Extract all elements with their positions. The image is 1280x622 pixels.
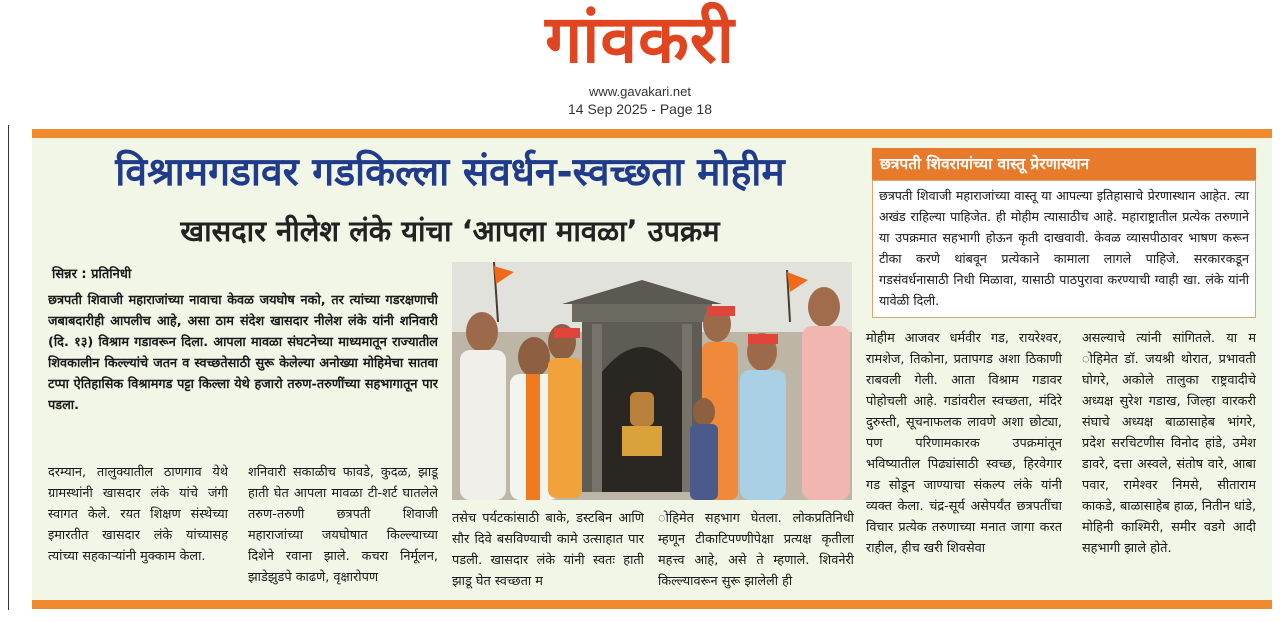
newspaper-logo: गांवकरी xyxy=(545,1,735,78)
masthead xyxy=(0,0,1280,124)
page-left-rule xyxy=(8,125,9,610)
article-column-3: तसेच पर्यटकांसाठी बाके, डस्टबिन आणि सौर दिवे बसविण्याची कामे उत्साहात पार पडली. खासदार लंके यांनी स्वतः हाती झाडू घेत स्वच्छता म xyxy=(452,511,644,589)
article-column-2: शनिवारी सकाळीच फावडे, कुदळ, झाडू हाती घेत आपला मावळा टी-शर्ट घातलेले तरुण-तरुणी छत्रपती शिवाजी महाराजांच्या जयघोषात किल्ल्याच्या दिशेने रवाना झाले. कचरा निर्मूलन, झाडेझुडपे काढणे, वृक्षारोपण xyxy=(248,465,438,585)
edition-date-page: 14 Sep 2025 - Page 18 xyxy=(567,101,712,117)
article-subheadline: खासदार नीलेश लंके यांचा ‘आपला मावळा’ उपक्रम xyxy=(180,214,720,248)
sidebar-box: छत्रपती शिवाजी महाराजांच्या वास्तू या आपल्या इतिहासाचे प्रेरणास्थान आहेत. त्या अखंड राहिल्या पाहिजेत. ही मोहीम त्यासाठीच आहे. महाराष्ट्रातील प्रत्येक तरुणाने या उपक्रमात सहभागी होऊन कृती दाखवावी. केवळ व्यासपीठावर भाषण करून टीका करणे थांबवून प्रत्येकाने कामाला लागले पाहिजे. सरकारकडून गडसंवर्धनासाठी निधी मिळावा, यासाठी पाठपुरावा करण्याची ग्वाही खा. लंके यांनी यावेळी दिली. xyxy=(872,180,1256,318)
site-url[interactable]: www.gavakari.net xyxy=(589,84,691,99)
article-photo xyxy=(452,262,852,500)
article-border-top xyxy=(32,129,1272,138)
article-dateline: सिन्नर : प्रतिनिधी xyxy=(52,267,132,282)
sidebar-title: छत्रपती शिवरायांच्या वास्तू प्रेरणास्थान xyxy=(872,148,1256,180)
article-border-bottom xyxy=(32,600,1272,609)
article-column-5: मोहीम आजवर धर्मवीर गड, रायरेश्वर, रामशेज, तिकोना, प्रतापगड अशा ठिकाणी राबवली गेली. आता विश्राम गडावर पोहोचली आहे. गडांवरील स्वच्छता, मंदिरे दुरुस्ती, सूचनाफलक लावणे अशा छोट्या, पण परिणामकारक उपक्रमांतून भविष्यातील पिढ्यांसाठी स्वच्छ, हिरवेगार गड सोडून जाण्याचा संकल्प लंके यांनी व्यक्त केला. चंद्र-सूर्य असेपर्यंत छत्रपतींचा विचार प्रत्येक तरुणाच्या मनात जागा करत राहील, हीच खरी शिवसेवा xyxy=(866,331,1062,556)
article-column-1: दरम्यान, तालुक्यातील ठाणगाव येथे ग्रामस्थांनी खासदार लंके यांचे जंगी स्वागत केले. रयत शिक्षण संस्थेच्या इमारतीत खासदार लंके यांच्यासह त्यांच्या सहकाऱ्यांनी मुक्काम केला. xyxy=(48,465,228,564)
article-column-4: ोहिमेत सहभाग घेतला. लोकप्रतिनिधी म्हणून टीकाटिपण्णीपेक्षा प्रत्यक्ष कृतीला महत्त्व आहे, असे ते म्हणाले. शिवनेरी किल्ल्यावरून सुरू झालेली ही xyxy=(658,511,854,589)
photo-illustration xyxy=(452,262,852,500)
article-lead-paragraph: छत्रपती शिवाजी महाराजांच्या नावाचा केवळ जयघोष नको, तर त्यांच्या गडरक्षणाची जबाबदारीही आपलीच आहे, असा ठाम संदेश खासदार नीलेश लंके यांनी शनिवारी (दि. १३) विश्राम गडावरून दिला. आपला मावळा संघटनेच्या माध्यमातून राज्यातील शिवकालीन किल्ल्यांचे जतन व स्वच्छतेसाठी सुरू केलेल्या अनोख्या मोहिमेचा सातवा टप्पा ऐतिहासिक विश्रामगड पट्टा किल्ला येथे हजारो तरुण-तरुणींच्या सहभागातून पार पडला. xyxy=(48,293,438,413)
article-column-6: असल्याचे त्यांनी सांगितले. या म ोहिमेत डॉ. जयश्री थोरात, प्रभावती घोगरे, अकोले तालुका राष्ट्रवादीचे अध्यक्ष सुरेश गडाख, जिल्हा वारकरी संघाचे अध्यक्ष बाळासाहेब भांगरे, प्रदेश सरचिटणीस विनोद हांडे, उमेश डावरे, दत्ता अस्वले, संतोष वारे, आबा पवार, रामेश्वर निमसे, सीताराम काकडे, बाळासाहेब हाळ, नितीन धांडे, मोहिनी काश्मिरी, समीर वडगे आदी सहभागी झाले होते. xyxy=(1082,331,1256,556)
article-headline: विश्रामगडावर गडकिल्ला संवर्धन-स्वच्छता मोहीम xyxy=(115,150,785,195)
